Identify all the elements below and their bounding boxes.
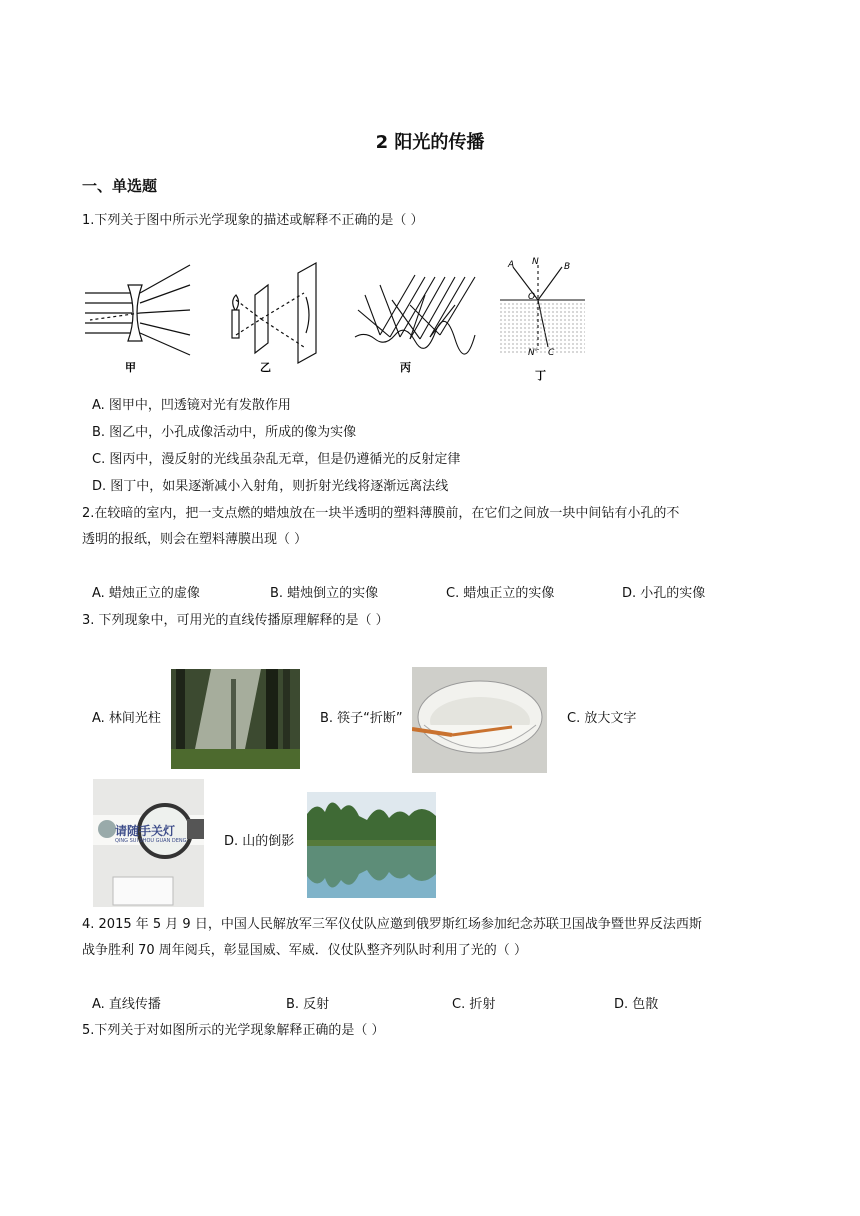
q4-option-d: D. 色散 bbox=[614, 997, 659, 1012]
q4-option-b: B. 反射 bbox=[286, 997, 330, 1012]
q1-stem: 1.下列关于图中所示光学现象的描述或解释不正确的是（ ） bbox=[82, 213, 424, 228]
ding-letter-n: N bbox=[532, 257, 539, 267]
forest-light-photo bbox=[171, 669, 300, 769]
q4-option-a: A. 直线传播 bbox=[92, 997, 161, 1012]
ding-letter-a: A bbox=[508, 260, 515, 270]
fig-label-bing: 丙 bbox=[400, 361, 411, 374]
mountain-reflection-photo bbox=[307, 792, 436, 898]
q3-option-c: C. 放大文字 bbox=[567, 711, 637, 726]
q2-option-b: B. 蜡烛倒立的实像 bbox=[270, 586, 379, 601]
q1-figure-svg bbox=[80, 255, 590, 385]
q2-stem-line2: 透明的报纸，则会在塑料薄膜出现（ ） bbox=[82, 532, 308, 547]
ding-letter-c: C bbox=[548, 348, 555, 358]
q1-option-a: A. 图甲中，凹透镜对光有发散作用 bbox=[92, 398, 291, 413]
q3-option-d: D. 山的倒影 bbox=[224, 834, 295, 849]
magnifier-sign-photo bbox=[93, 779, 204, 907]
q3-option-a: A. 林间光柱 bbox=[92, 711, 161, 726]
ding-letter-n2: N' bbox=[528, 348, 538, 358]
fig-jia-concave-lens bbox=[85, 265, 190, 355]
q4-option-c: C. 折射 bbox=[452, 997, 496, 1012]
page-title: 2 阳光的传播 bbox=[375, 132, 485, 153]
q1-option-d: D. 图丁中，如果逐渐减小入射角，则折射光线将逐渐远离法线 bbox=[92, 479, 449, 494]
bowl-chopstick-photo bbox=[412, 667, 547, 773]
q2-stem-line1: 2.在较暗的室内，把一支点燃的蜡烛放在一块半透明的塑料薄膜前，在它们之间放一块中间钻有小孔的不 bbox=[82, 506, 680, 521]
q3-stem: 3. 下列现象中，可用光的直线传播原理解释的是（ ） bbox=[82, 613, 389, 628]
q3-option-b: B. 筷子“折断” bbox=[320, 711, 403, 726]
ding-letter-o: O bbox=[528, 292, 536, 302]
q1-figure bbox=[80, 255, 590, 385]
sign-small-text: QING SUI SHOU GUAN DENG bbox=[115, 838, 187, 844]
fig-bing-diffuse-reflection bbox=[355, 275, 475, 354]
fig-ding-water-dots bbox=[500, 303, 585, 353]
q2-option-a: A. 蜡烛正立的虚像 bbox=[92, 586, 200, 601]
ding-letter-b: B bbox=[564, 262, 571, 272]
q4-stem-line1: 4. 2015 年 5 月 9 日，中国人民解放军三军仪仗队应邀到俄罗斯红场参加纪念苏联卫国战争暨世界反法西斯 bbox=[82, 917, 702, 932]
q1-option-c: C. 图丙中，漫反射的光线虽杂乱无章，但是仍遵循光的反射定律 bbox=[92, 452, 461, 467]
q5-stem: 5.下列关于对如图所示的光学现象解释正确的是（ ） bbox=[82, 1023, 385, 1038]
sign-text: 请随手关灯 bbox=[115, 824, 176, 838]
fig-label-ding: 丁 bbox=[535, 369, 546, 382]
q4-stem-line2: 战争胜利 70 周年阅兵，彰显国威、军威．仪仗队整齐列队时利用了光的（ ） bbox=[82, 943, 527, 958]
q2-option-d: D. 小孔的实像 bbox=[622, 586, 706, 601]
fig-label-yi: 乙 bbox=[260, 361, 271, 374]
q1-option-b: B. 图乙中，小孔成像活动中，所成的像为实像 bbox=[92, 425, 357, 440]
fig-yi-pinhole bbox=[232, 263, 316, 363]
q2-option-c: C. 蜡烛正立的实像 bbox=[446, 586, 555, 601]
fig-label-jia: 甲 bbox=[125, 361, 136, 374]
section-heading: 一、单选题 bbox=[82, 177, 158, 195]
